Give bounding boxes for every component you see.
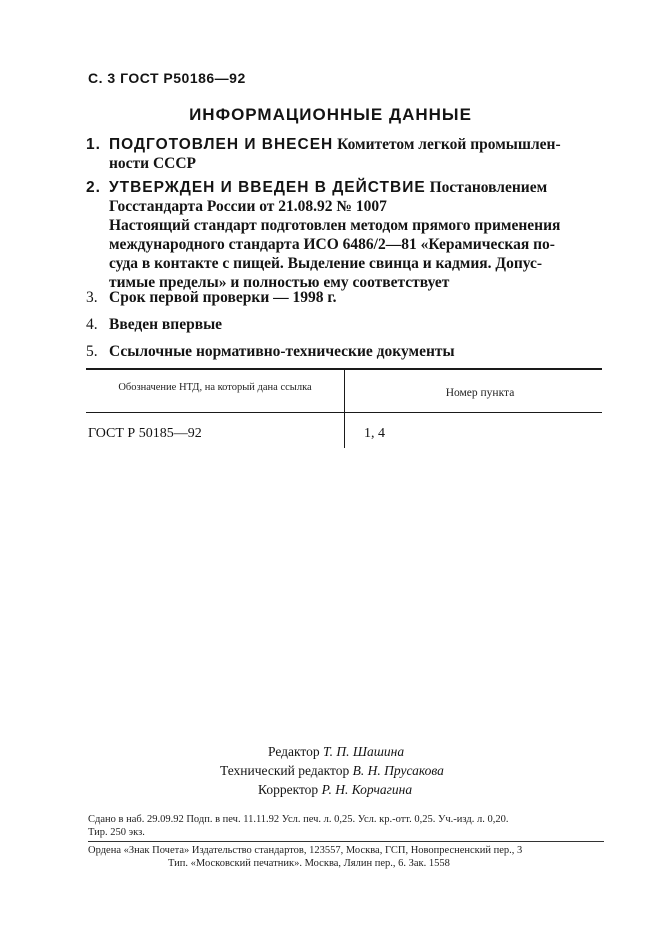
- tech-editor-label: Технический редактор: [220, 763, 350, 778]
- print-details: [88, 813, 608, 839]
- info-item-5: [86, 342, 606, 361]
- item-text: ности СССР: [109, 155, 197, 172]
- item-number: 2.: [86, 179, 101, 196]
- item-number: 3.: [86, 289, 98, 306]
- item-text: тимые пределы» и полностью ему соответствует: [109, 274, 450, 291]
- item-text: Срок первой проверки — 1998 г.: [109, 289, 337, 306]
- section-title: ИНФОРМАЦИОННЫЕ ДАННЫЕ: [189, 105, 472, 124]
- info-item-2: [86, 178, 606, 292]
- print-details-line: Тир. 250 экз.: [88, 827, 145, 838]
- table-header-rule: [86, 412, 602, 413]
- printer-line: Тип. «Московский печатник». Москва, Лялин пер., 6. Зак. 1558: [168, 858, 450, 869]
- item-text: Введен впервые: [109, 316, 223, 333]
- tech-editor-line: [220, 763, 444, 779]
- item-heading: ПОДГОТОВЛЕН И ВНЕСЕН: [109, 136, 334, 153]
- editor-line: [268, 744, 404, 760]
- table-header-clause: Номер пункта: [445, 387, 515, 399]
- item-number: 5.: [86, 343, 98, 360]
- item-number: 1.: [86, 136, 101, 153]
- page-header: С. 3 ГОСТ Р50186—92: [88, 70, 246, 86]
- corrector-name: Р. Н. Корчагина: [321, 782, 413, 797]
- info-item-1: [86, 135, 606, 173]
- table-column-divider: [344, 368, 345, 448]
- item-text: суда в контакте с пищей. Выделение свинца и кадмия. Допус-: [109, 255, 543, 272]
- item-text: Настоящий стандарт подготовлен методом прямого применения: [109, 217, 561, 234]
- item-text: Постановлением: [429, 179, 548, 196]
- publisher-details: [88, 844, 608, 870]
- editor-label: Редактор: [268, 744, 320, 759]
- corrector-label: Корректор: [258, 782, 319, 797]
- item-text: Ссылочные нормативно-технические документы: [109, 343, 455, 360]
- item-number: 4.: [86, 316, 98, 333]
- item-text: Госстандарта России от 21.08.92 № 1007: [109, 198, 387, 215]
- publisher-line: Ордена «Знак Почета» Издательство стандартов, 123557, Москва, ГСП, Новопресненский пер., 3: [88, 845, 523, 856]
- table-cell-document: ГОСТ Р 50185—92: [88, 426, 202, 441]
- table-cell-clause: 1, 4: [364, 426, 385, 441]
- table-header-document: Обозначение НТД, на который дана ссылка: [118, 382, 312, 393]
- editor-name: Т. П. Шашина: [322, 744, 405, 759]
- corrector-line: [258, 782, 412, 798]
- tech-editor-name: В. Н. Прусакова: [352, 763, 444, 778]
- print-details-line: Сдано в наб. 29.09.92 Подп. в печ. 11.11.92 Усл. печ. л. 0,25. Усл. кр.-отт. 0,25. Уч.-изд. л. 0,20.: [88, 814, 509, 825]
- item-text: международного стандарта ИСО 6486/2—81 «Керамическая по-: [109, 236, 555, 253]
- item-heading: УТВЕРЖДЕН И ВВЕДЕН В ДЕЙСТВИЕ: [109, 179, 426, 196]
- info-item-3: [86, 288, 606, 307]
- item-text: Комитетом легкой промышлен-: [337, 136, 561, 153]
- info-item-4: [86, 315, 606, 334]
- imprint-divider: [88, 841, 604, 842]
